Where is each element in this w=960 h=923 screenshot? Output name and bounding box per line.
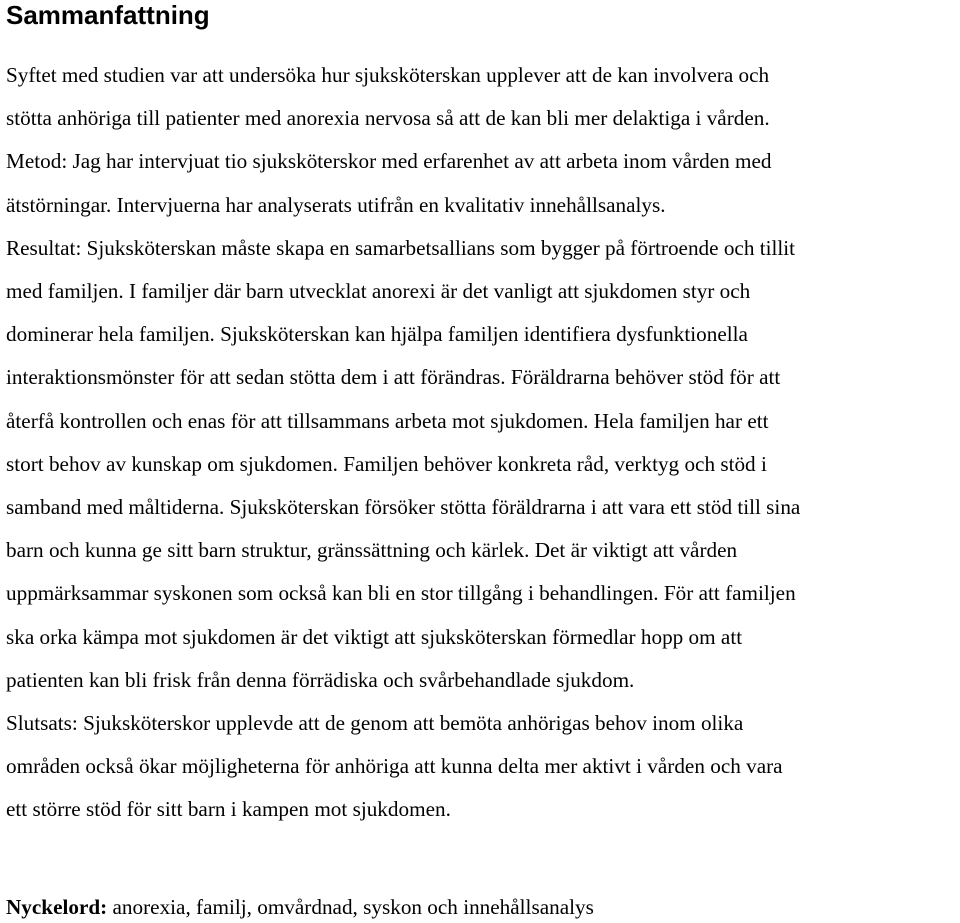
abstract-line: med familjen. I familjer där barn utvecklat anorexi är det vanligt att sjukdomen styr och (6, 279, 751, 304)
abstract-line: Metod: Jag har intervjuat tio sjuksköterskor med erfarenhet av att arbeta inom vården med (6, 149, 772, 174)
abstract-line: återfå kontrollen och enas för att tillsammans arbeta mot sjukdomen. Hela familjen har ett (6, 408, 769, 433)
abstract-line: samband med måltiderna. Sjuksköterskan försöker stötta föräldrarna i att vara ett stöd till sina (6, 495, 801, 520)
abstract-line: ett större stöd för sitt barn i kampen mot sjukdomen. (6, 797, 451, 822)
abstract-line: Resultat: Sjuksköterskan måste skapa en samarbetsallians som bygger på förtroende och tillit (6, 235, 796, 260)
abstract-line: Syftet med studien var att undersöka hur sjuksköterskan upplever att de kan involvera och (6, 63, 770, 87)
abstract-line: Slutsats: Sjuksköterskor upplevde att de genom att bemöta anhörigas behov inom olika (6, 711, 744, 736)
abstract-line: områden också ökar möjligheterna för anhöriga att kunna delta mer aktivt i vården och vara (6, 754, 783, 779)
abstract-body (6, 54, 956, 832)
keywords-line (6, 892, 594, 922)
document-page (6, 0, 956, 919)
abstract-line: ätstörningar. Intervjuerna har analyserats utifrån en kvalitativ innehållsanalys. (6, 192, 666, 217)
abstract-line: barn och kunna ge sitt barn struktur, gränssättning och kärlek. Det är viktigt att vården (6, 538, 738, 563)
abstract-line: dominerar hela familjen. Sjuksköterskan kan hjälpa familjen identifiera dysfunktionella (6, 322, 748, 347)
abstract-line: ska orka kämpa mot sjukdomen är det viktigt att sjuksköterskan förmedlar hopp om att (6, 624, 743, 649)
page-title: Sammanfattning (6, 0, 210, 30)
abstract-line: stötta anhöriga till patienter med anorexia nervosa så att de kan bli mer delaktiga i vården. (6, 106, 770, 131)
abstract-line: interaktionsmönster för att sedan stötta dem i att förändras. Föräldrarna behöver stöd för att (6, 365, 781, 390)
abstract-line: uppmärksammar syskonen som också kan bli en stor tillgång i behandlingen. För att familjen (6, 581, 796, 606)
keywords-label: Nyckelord: (6, 895, 108, 919)
abstract-line: stort behov av kunskap om sjukdomen. Familjen behöver konkreta råd, verktyg och stöd i (6, 451, 767, 476)
keywords-text: anorexia, familj, omvårdnad, syskon och innehållsanalys (107, 895, 594, 919)
abstract-line: patienten kan bli frisk från denna förrädiska och svårbehandlade sjukdom. (6, 667, 635, 692)
